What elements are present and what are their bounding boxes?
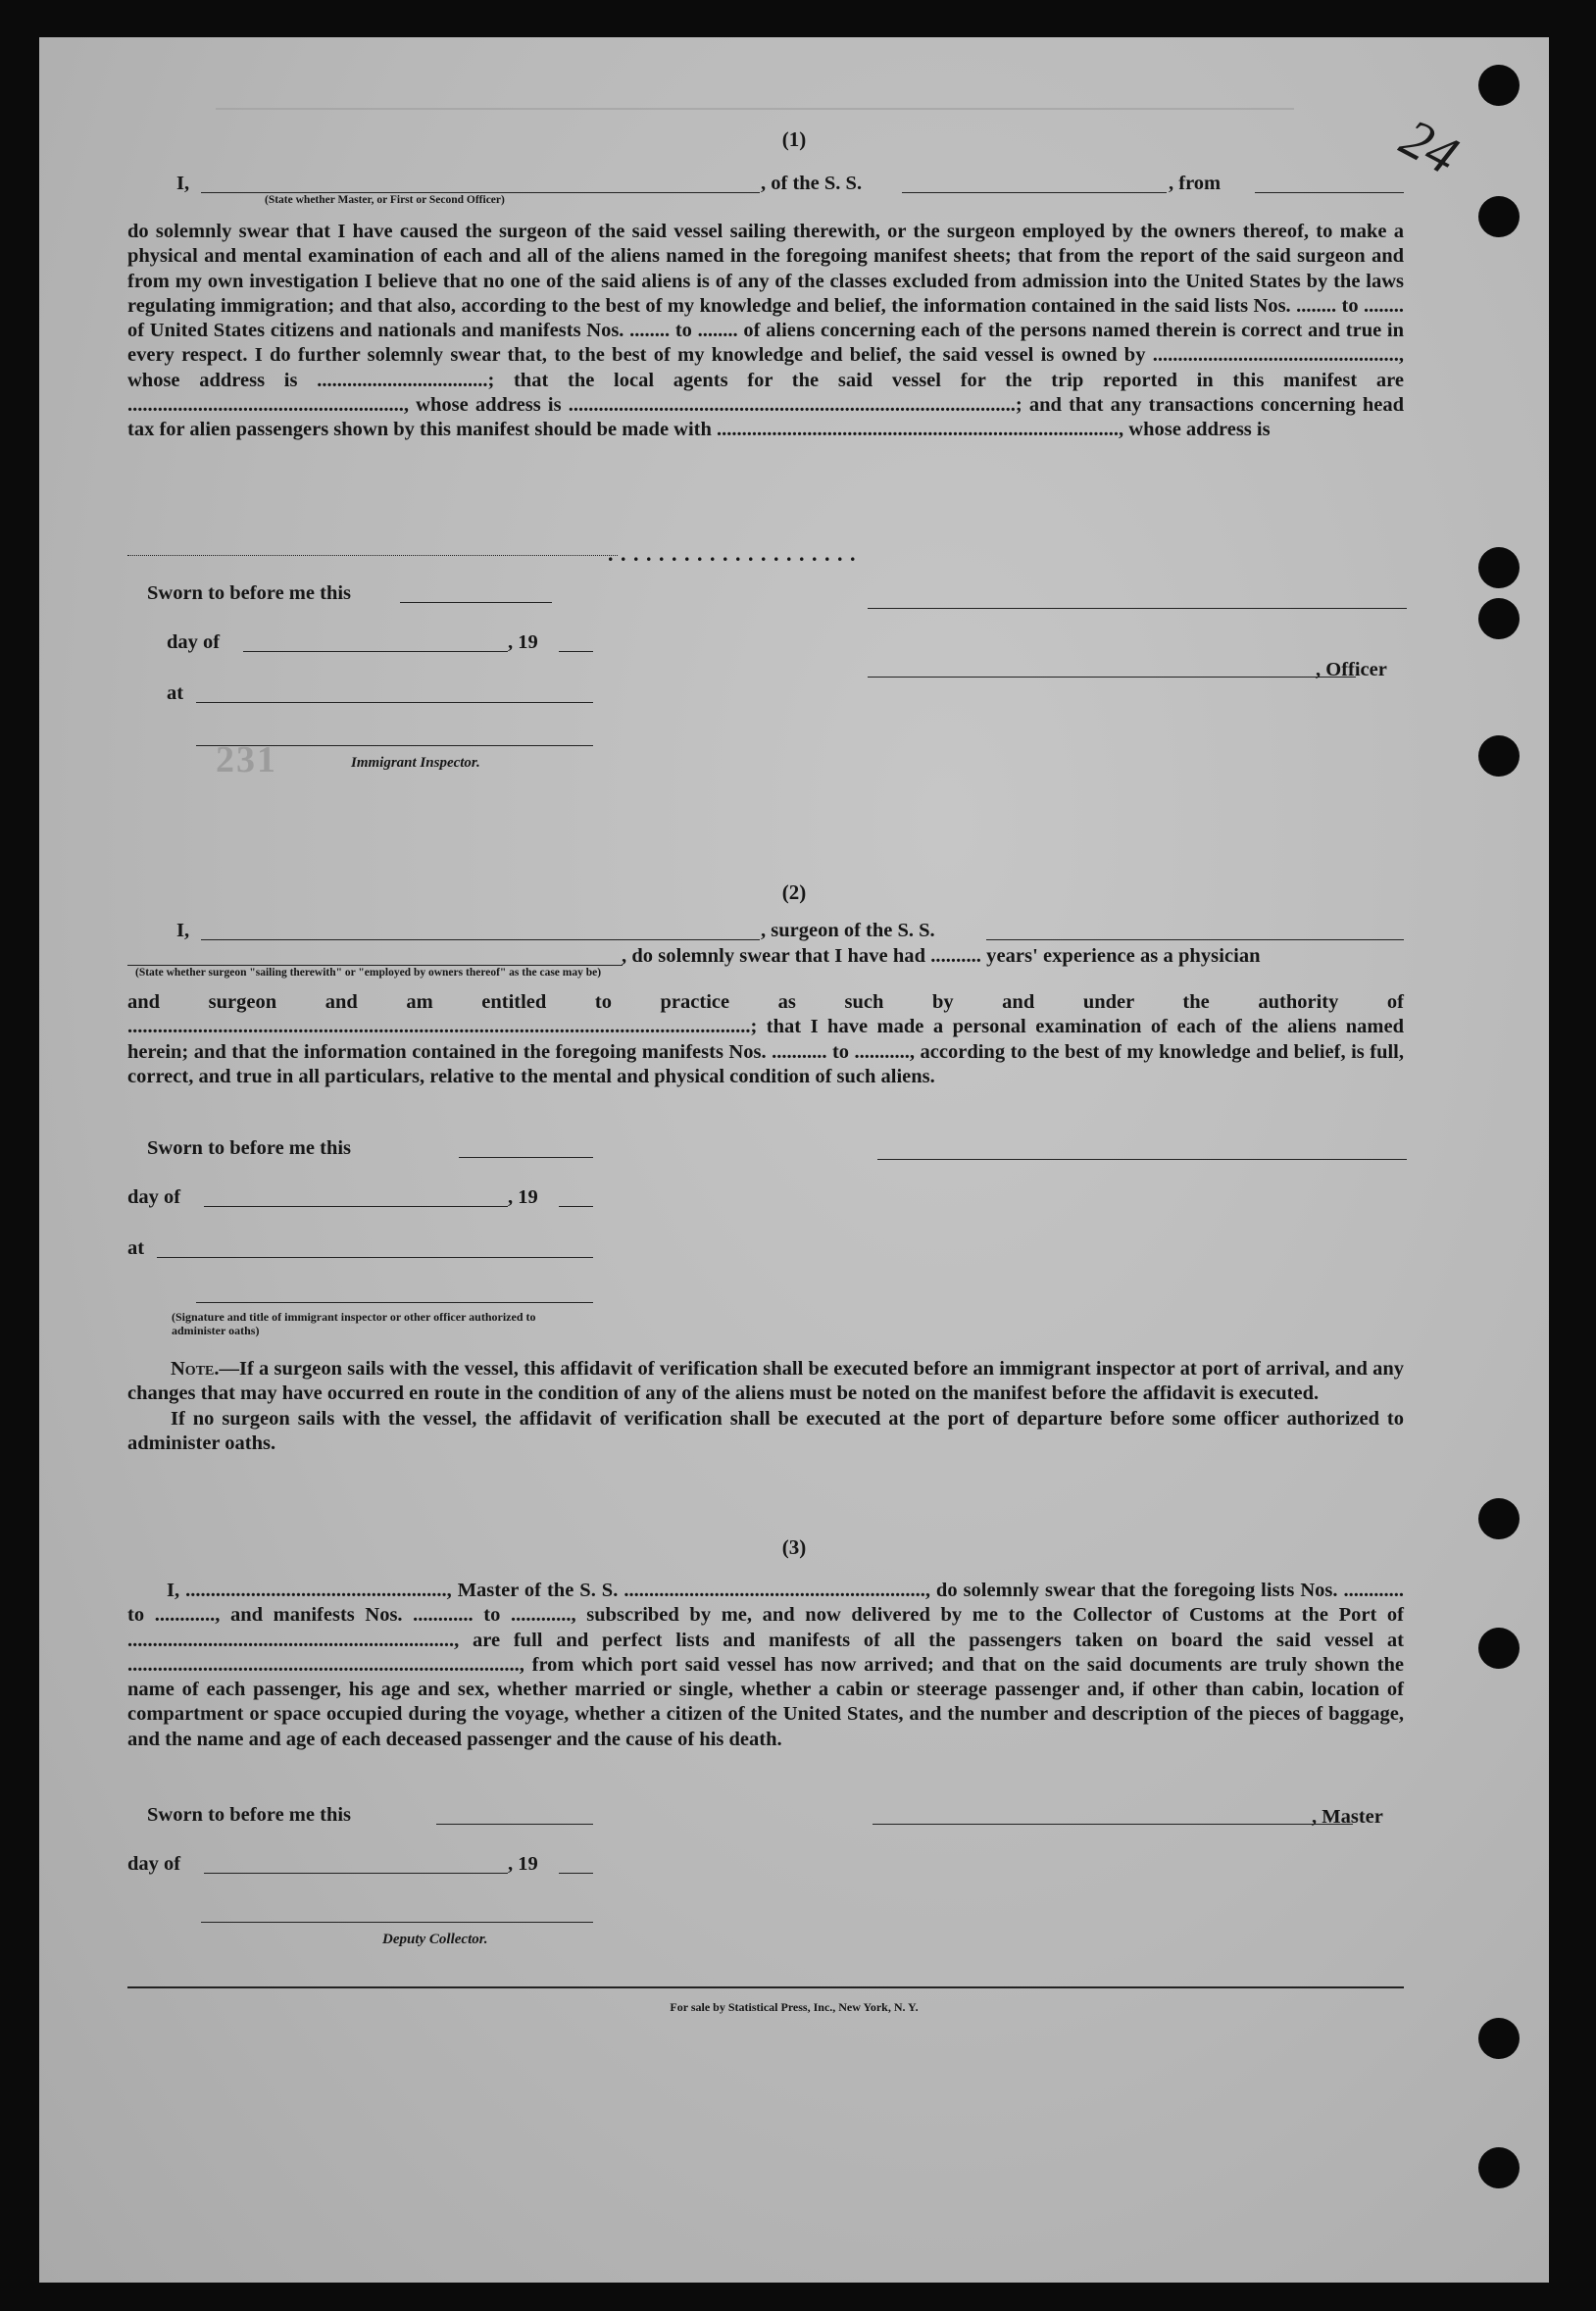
section-1-body (127, 220, 1404, 443)
s3-master-label: , Master (1312, 1806, 1383, 1828)
section-2-note (127, 1357, 1404, 1456)
s3-year-field[interactable] (559, 1873, 593, 1874)
s1-address-field[interactable] (127, 555, 618, 556)
s1-day-of: day of (167, 631, 221, 653)
s1-sworn: Sworn to before me this (147, 582, 352, 604)
binder-hole (1478, 2018, 1520, 2059)
s2-sworn-field[interactable] (459, 1157, 593, 1158)
s2-surgeon-field[interactable] (201, 939, 760, 940)
s1-officer-signature-line[interactable] (868, 608, 1407, 609)
s2-signature-caption: (Signature and title of immigrant inspector or other officer authorized to administer oaths) (172, 1310, 536, 1337)
s2-sworn: Sworn to before me this (147, 1137, 352, 1159)
s3-19: , 19 (508, 1853, 538, 1875)
footer-printer: For sale by Statistical Press, Inc., New York, N. Y. (670, 2000, 919, 2014)
s1-inspector-label: Immigrant Inspector. (351, 755, 480, 771)
s2-line2: , do solemnly swear that I have had .......... years' experience as a physician (622, 945, 1261, 967)
section-3-number: (3) (781, 1535, 807, 1559)
s1-ship-name-field[interactable] (902, 192, 1167, 193)
s1-inspector-line[interactable] (196, 745, 593, 746)
s1-19: , 19 (508, 631, 538, 653)
s1-at-field[interactable] (196, 702, 593, 703)
s1-dotted-line: . . . . . . . . . . . . . . . . . . . . (608, 541, 857, 566)
s2-note-label: Note. (171, 1358, 220, 1380)
s2-inspector-signature-line[interactable] (196, 1302, 593, 1303)
s1-stamp-number: 231 (216, 739, 277, 780)
s3-sworn: Sworn to before me this (147, 1804, 352, 1826)
s2-year-field[interactable] (559, 1206, 593, 1207)
s2-at: at (127, 1237, 145, 1259)
s1-officer-rank-field[interactable] (201, 192, 760, 193)
binder-hole (1478, 65, 1520, 106)
s1-year-field[interactable] (559, 651, 593, 652)
s1-day-field[interactable] (243, 651, 508, 652)
s1-officer-name-line[interactable] (868, 677, 1356, 678)
s1-officer-label: , Officer (1316, 659, 1387, 680)
section-2-body (127, 990, 1404, 1089)
section-2-number: (2) (781, 880, 807, 904)
s2-note-2: If no surgeon sails with the vessel, the affidavit of verification shall be executed at the port of departure before some officer authorized to administer oaths. (127, 1407, 1404, 1454)
manifest-back-page (39, 37, 1549, 2283)
binder-hole (1478, 196, 1520, 237)
s1-from: , from (1169, 173, 1222, 194)
s2-body-text: and surgeon and am entitled to practice as such by and under the authority of ............................................................................................................................; that I have made a personal examination of each of the aliens named herein; and that the information contained in the foregoing manifests Nos. ........... to ..........., according to the best of my knowledge and belief, is full, correct, and true in all particulars, relative to the mental and physical condition of such aliens. (127, 991, 1404, 1087)
binder-hole (1478, 735, 1520, 777)
s2-19: , 19 (508, 1186, 538, 1208)
s2-note-1-text: —If a surgeon sails with the vessel, this affidavit of verification shall be executed before an immigrant inspector at port of arrival, and any changes that may have occurred en route in the condition of any of the aliens must be noted on the manifest before the affidavit is executed. (127, 1358, 1404, 1405)
s2-I: I, (176, 920, 190, 941)
s3-body-text: I, ...................................................., Master of the S. S. ............................................................, do solemnly swear that the foregoing lists Nos. ............ to ............, and manifests Nos. ............ to ............, subscribed by me, and now delivered by me to the Collector of Customs at the Port of ................................................................., are full and perfect lists and manifests of all the passengers taken on board the said vessel at .............................................................................., from which port said vessel has now arrived; and that on the said documents are truly shown the name of each passenger, his age and sex, whether married or single, whether a cabin or steerage passenger and, if other than cabin, location of compartment or space occupied during the voyage, whether a citizen of the United States, and the number and description of the pieces of baggage, and the name and age of each deceased passenger and the cause of his death. (127, 1580, 1404, 1750)
s2-day-field[interactable] (204, 1206, 508, 1207)
s1-I: I, (176, 173, 190, 194)
s1-sworn-field[interactable] (400, 602, 552, 603)
s2-surgeon-caption: (State whether surgeon "sailing therewith" or "employed by owners thereof" as the case may be) (135, 967, 602, 979)
s1-at: at (167, 682, 184, 704)
s2-note-1 (127, 1357, 1404, 1407)
handwritten-mark: 24 (1390, 107, 1469, 187)
binder-hole (1478, 1498, 1520, 1539)
s3-deputy-signature-line[interactable] (201, 1922, 593, 1923)
footer-rule (127, 1986, 1404, 1988)
s2-ship-field[interactable] (986, 939, 1404, 940)
section-1-number: (1) (781, 127, 807, 151)
s3-deputy-label: Deputy Collector. (382, 1932, 488, 1947)
s1-of-ss: , of the S. S. (761, 173, 863, 194)
s1-body-text: do solemnly swear that I have caused the surgeon of the said vessel sailing therewith, or the surgeon employed by the owners thereof, to make a physical and mental examination of each and all of the aliens named in the foregoing manifest sheets; that from the report of the said surgeon and from my own investigation I believe that no one of the said aliens is of any of the classes excluded from admission into the United States by the laws regulating immigration; and that also, according to the best of my knowledge and belief, the information contained in the said lists Nos. ........ to ........ of United States citizens and nationals and manifests Nos. ........ to ........ of aliens concerning each of the persons named therein is correct and true in every respect. I do further solemnly swear that, to the best of my knowledge and belief, the said vessel is owned by ................................................., whose address is ..................................; that the local agents for the said vessel for the trip reported in this manifest are ......................................................., whose address is .........................................................................................; and that any transactions concerning head tax for alien passengers shown by this manifest should be made with ................................................................................, whose address is (127, 221, 1404, 441)
s1-master-caption: (State whether Master, or First or Second Officer) (265, 194, 505, 206)
binder-hole (1478, 598, 1520, 639)
s2-name-field[interactable] (127, 965, 623, 966)
binder-hole (1478, 2147, 1520, 2188)
s2-day-of: day of (127, 1186, 181, 1208)
s2-surgeon-of-ss: , surgeon of the S. S. (761, 920, 935, 941)
binder-hole (1478, 547, 1520, 588)
s3-day-field[interactable] (204, 1873, 508, 1874)
s2-surgeon-signature-line[interactable] (877, 1159, 1407, 1160)
s1-from-port-field[interactable] (1255, 192, 1404, 193)
s3-sworn-field[interactable] (436, 1824, 593, 1825)
section-3-body (127, 1579, 1404, 1752)
s2-at-field[interactable] (157, 1257, 593, 1258)
s3-day-of: day of (127, 1853, 181, 1875)
binder-hole (1478, 1628, 1520, 1669)
s3-master-signature-line[interactable] (873, 1824, 1353, 1825)
